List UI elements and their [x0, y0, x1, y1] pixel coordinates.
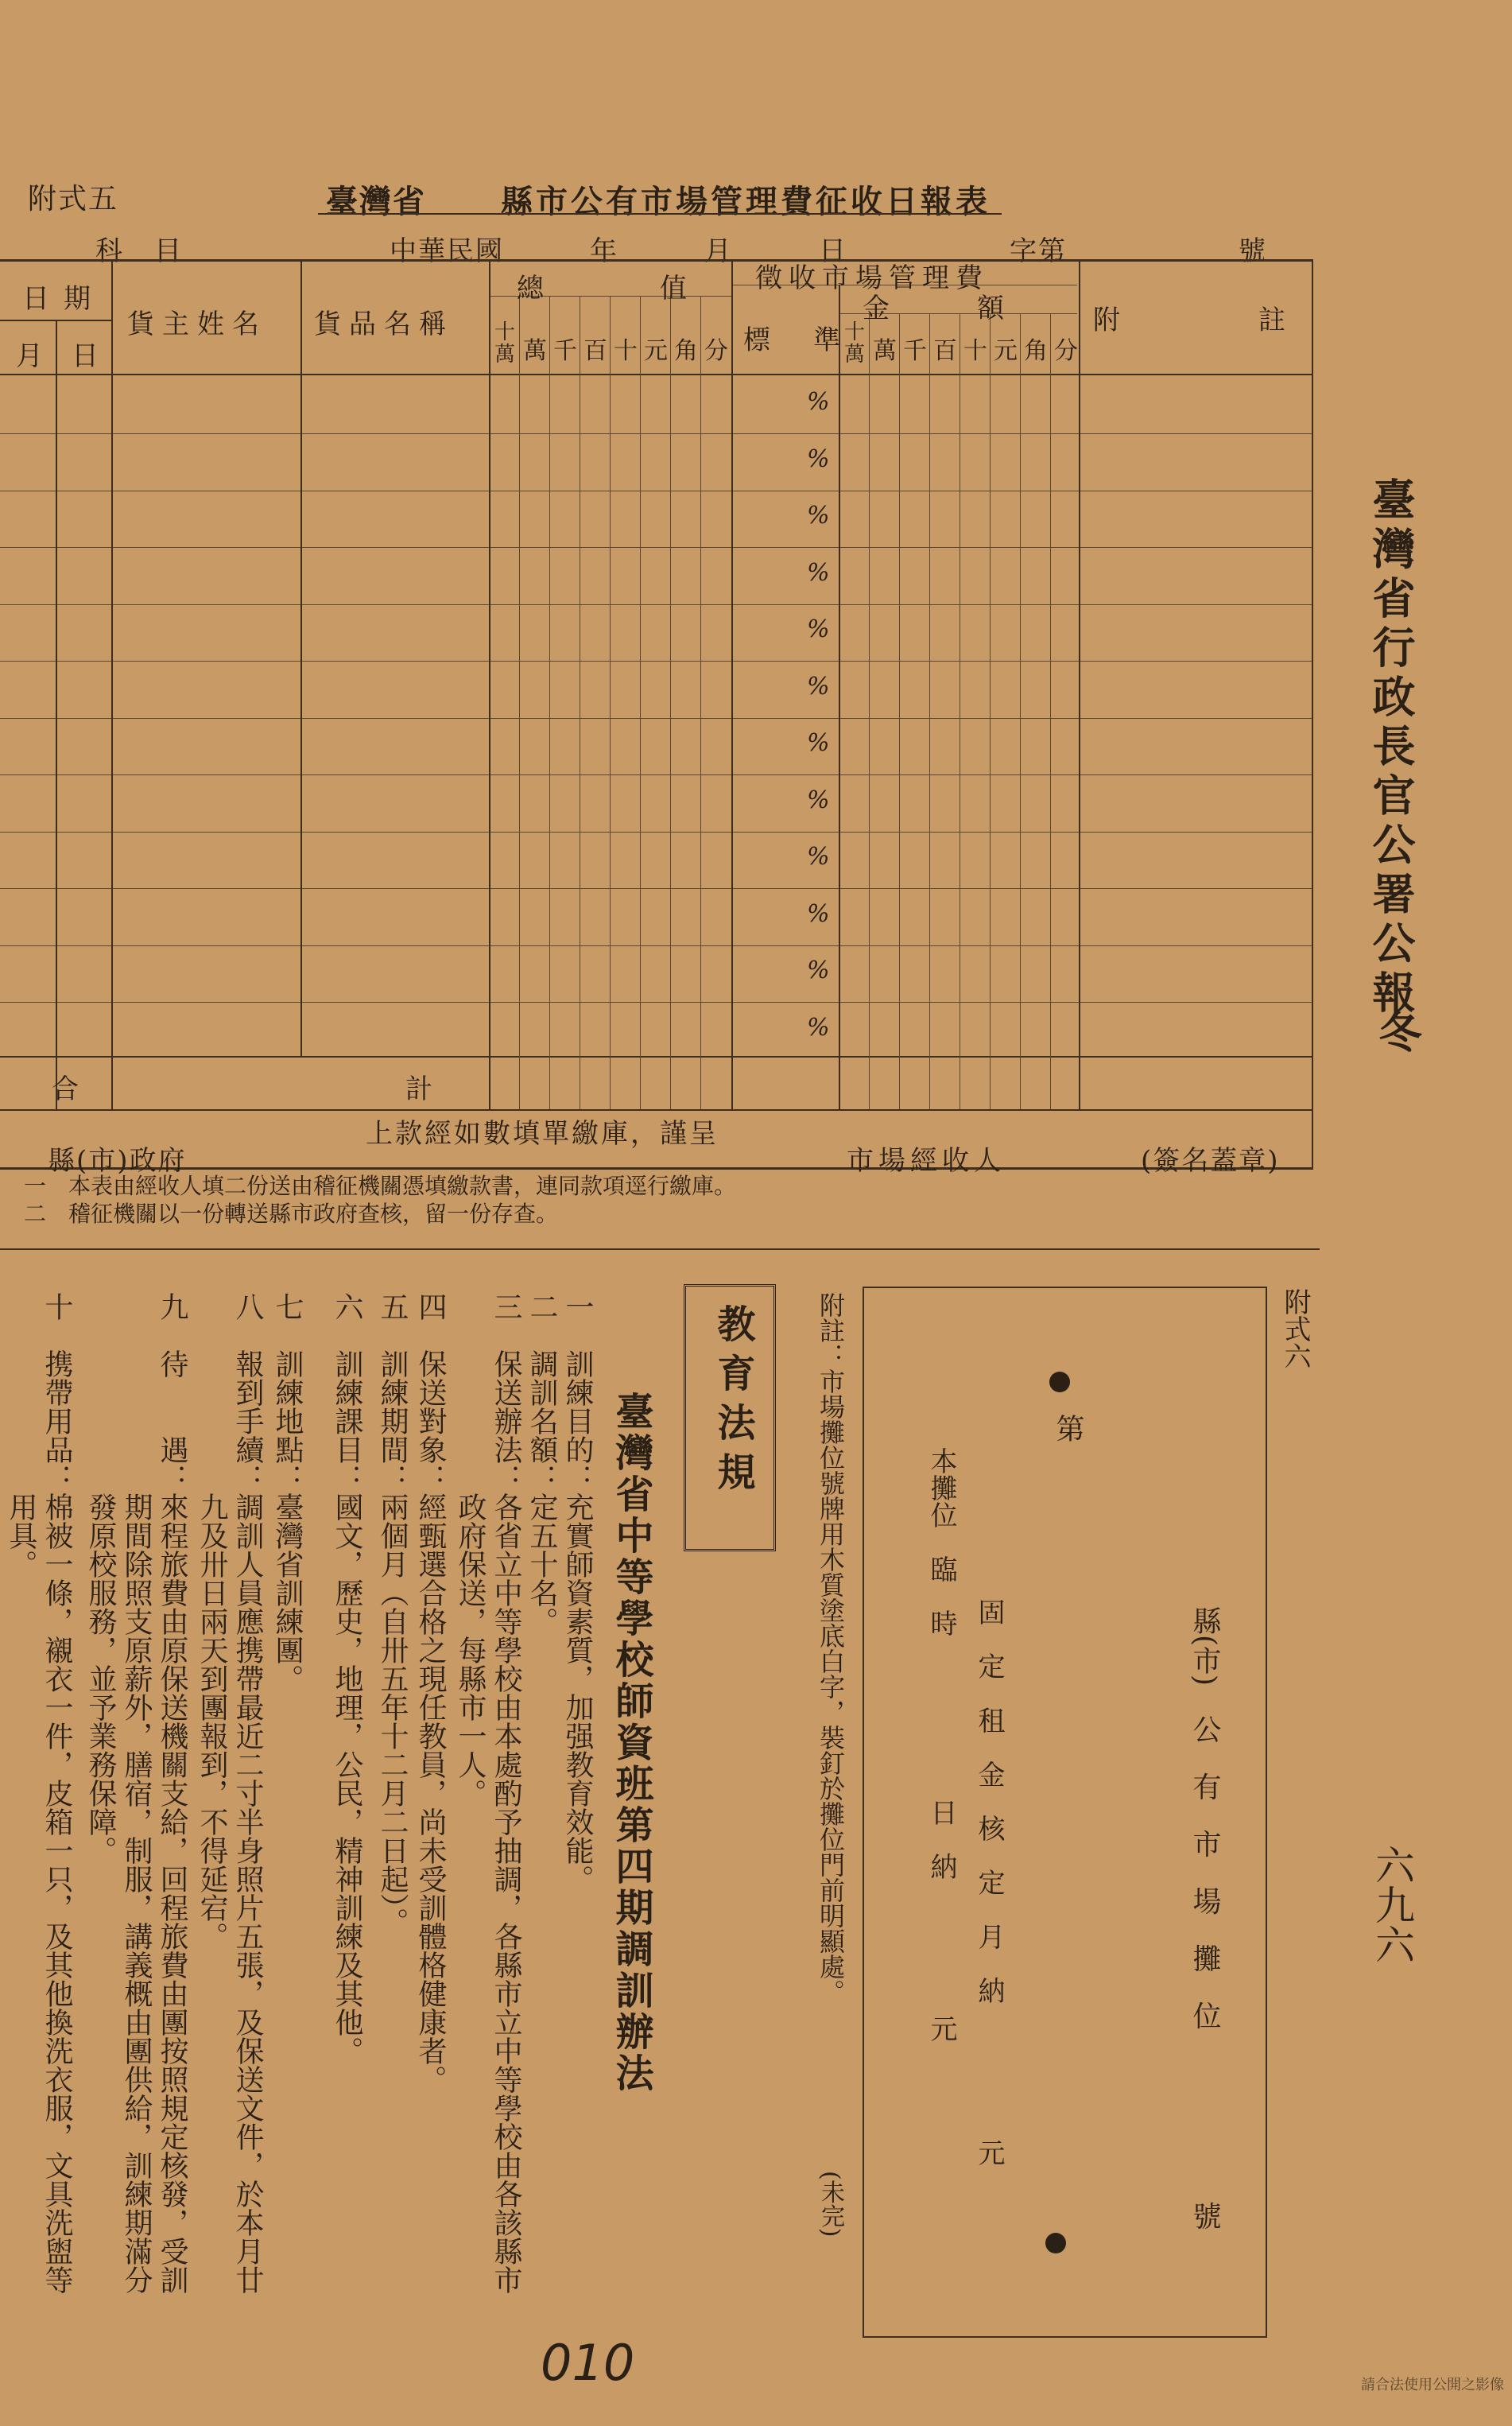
law-title: 臺灣省中等學校師資班第四期調訓辦法: [609, 1392, 653, 2094]
section-divider: [0, 1248, 1320, 1250]
law-item: 一 訓練目的：充實師資素質，加强教育效能。: [561, 1292, 594, 1893]
law-item: 二 調訓名額：定五十名。: [525, 1292, 558, 1636]
rate-percent: %: [807, 900, 830, 928]
unit-label: 百: [583, 337, 607, 365]
form6-label: 附式六: [1279, 1288, 1311, 1369]
rate-percent: %: [807, 1014, 830, 1042]
bullet-dot: [1045, 2233, 1066, 2253]
unit-label: 角: [1024, 337, 1048, 365]
col-owner: 貨主姓名: [127, 309, 267, 340]
law-item: 九 待 遇：來程旅費由原保送機關支給，回程旅費由團按照規定核發，受訓: [156, 1292, 188, 2294]
law-item: 九及卅日兩天到團報到，不得延宕。: [196, 1292, 228, 1951]
rate-percent: %: [807, 786, 830, 814]
page-number: 六九六: [1369, 1845, 1415, 1964]
law-item: 六 訓練課目：國文，歷史，地理，公民，精神訓練及其他。: [331, 1292, 363, 2065]
handwritten-page-number: 010: [541, 2334, 635, 2392]
unit-label: 分: [704, 337, 728, 365]
law-item: 八 報到手續：調訓人員應携帶最近二寸半身照片五張，及保送文件，於本月廿: [231, 1292, 264, 2294]
corner-stamp: 請合法使用公開之影像: [1361, 2377, 1504, 2393]
law-item: 用具。: [5, 1292, 37, 1578]
unit-label: 千: [903, 337, 927, 365]
footer-text: 上款經如數填單繳庫，謹呈: [366, 1118, 719, 1150]
rate-percent: %: [807, 615, 830, 643]
law-item: 三 保送辦法：各省立中等學校由本處酌予抽調，各縣市立中等學校由各該縣市: [490, 1292, 522, 2294]
col-day: 日: [72, 340, 100, 372]
number-line: 字第 號: [1010, 235, 1267, 267]
form-note: 二 稽征機關以一份轉送縣市政府查核，留一份存查。: [24, 1201, 559, 1227]
law-item: 七 訓練地點：臺灣省訓練團。: [271, 1292, 304, 1693]
title-underline: [318, 213, 1002, 215]
bullet-dot: [1049, 1372, 1070, 1392]
form-note: 一 本表由經收人填二份送由稽征機關憑填繳款書，連同款項逕行繳庫。: [24, 1173, 737, 1199]
law-item: 四 保送對象：經甄選合格之現任教員，尚未受訓體格健康者。: [414, 1292, 447, 2094]
form6-rent-fixed: 固 定 租 金 核 定 月 納 元: [973, 1598, 1005, 2166]
rate-percent: %: [807, 388, 830, 416]
unit-label: 元: [644, 337, 668, 365]
form-title: 縣市公有市場管理費征收日報表: [501, 183, 991, 220]
law-item: 發原校服務，並予業務保障。: [84, 1292, 117, 1865]
rate-percent: %: [807, 729, 830, 757]
unit-label: 十: [614, 337, 638, 365]
season-label: 冬: [1372, 1010, 1423, 1053]
law-item: 政府保送，每縣市一人。: [454, 1292, 487, 1807]
unit-label: 分: [1054, 337, 1078, 365]
form6-note: 附註：市場攤位號牌用木質塗底白字，裝釘於攤位門前明顯處。: [816, 1292, 846, 2005]
col-rate: 標 準: [743, 324, 848, 356]
rate-percent: %: [807, 843, 830, 871]
unit-label: 萬: [523, 337, 547, 365]
rate-percent: %: [807, 502, 830, 530]
unit-label: 千: [553, 337, 577, 365]
rate-percent: %: [807, 957, 830, 984]
form6-stall-number: 縣(市) 公 有 市 場 攤 位 號: [1188, 1606, 1221, 2230]
form-title-province: 臺灣省: [326, 183, 426, 220]
col-month: 月: [16, 340, 45, 372]
unit-label: 十萬: [843, 320, 865, 367]
col-total: 總 值: [517, 273, 688, 305]
law-badge-text: 教育法規: [711, 1304, 755, 1501]
gazette-title: 臺灣省行政長官公署公報: [1366, 477, 1417, 1019]
col-amount: 金 額: [863, 293, 1006, 324]
date-line: 中華民國 年 月 日: [390, 235, 847, 267]
sum-label: 計: [405, 1073, 434, 1105]
law-item: 期間除照支原薪外，膳宿，制服，講義概由團供給，訓練期滿分: [120, 1292, 153, 2294]
unit-label: 十: [963, 337, 987, 365]
col-date: 日期: [22, 283, 105, 315]
unit-label: 萬: [873, 337, 897, 365]
form6-ordinal: 第: [1052, 1414, 1084, 1442]
law-item: 五 訓練期間：兩個月（自卅五年十二月二日起）。: [376, 1292, 409, 1936]
footer-receiver: 市場經收人: [847, 1145, 1006, 1177]
col-fee-group: 徵收市場管理費: [755, 262, 989, 294]
sum-label: 合: [52, 1073, 80, 1105]
footer-sign: (簽名蓋章): [1141, 1145, 1280, 1177]
footer-gov: 縣(市)政府: [48, 1145, 187, 1177]
unfinished-mark: (未完): [816, 2171, 844, 2238]
col-remark: 附 註: [1093, 305, 1300, 336]
form6-rent-temp: 本攤位 臨 時 日 納 元: [925, 1447, 957, 2042]
rate-percent: %: [807, 673, 830, 701]
unit-label: 十萬: [494, 320, 515, 367]
law-item: 十 携帶用品：棉被一條，襯衣一件，皮箱一只，及其他換洗衣服，文具洗盥等: [41, 1292, 73, 2294]
col-goods: 貨品名稱: [314, 309, 454, 340]
unit-label: 百: [933, 337, 957, 365]
form-label: 附式五: [28, 183, 119, 215]
unit-label: 角: [674, 337, 698, 365]
rate-percent: %: [807, 559, 830, 587]
rate-percent: %: [807, 445, 830, 473]
subject-label: 科目: [95, 235, 213, 267]
unit-label: 元: [994, 337, 1018, 365]
